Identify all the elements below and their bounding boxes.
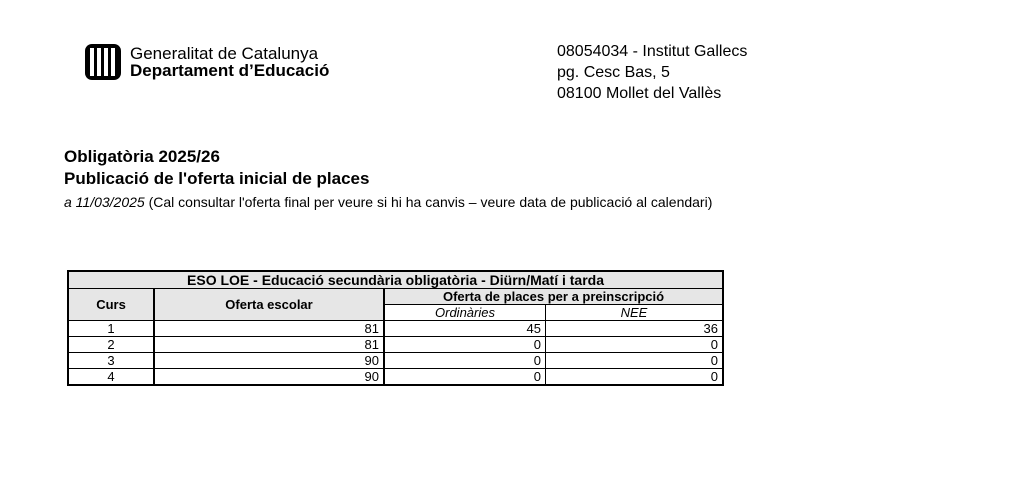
cell-nee: 36	[546, 321, 724, 337]
cell-oferta: 90	[154, 369, 384, 386]
cell-ordinaries: 0	[384, 369, 546, 386]
places-table	[67, 270, 724, 386]
school-address	[557, 41, 747, 104]
publication-note	[64, 191, 712, 213]
cell-ordinaries: 45	[384, 321, 546, 337]
document-heading	[64, 146, 712, 213]
cell-ordinaries: 0	[384, 337, 546, 353]
header-ordinaries: Ordinàries	[384, 305, 546, 321]
table-title: ESO LOE - Educació secundària obligatòria - Diürn/Matí i tarda	[68, 271, 723, 289]
table-row	[68, 321, 723, 337]
cell-nee: 0	[546, 337, 724, 353]
cell-nee: 0	[546, 369, 724, 386]
street-address: pg. Cesc Bas, 5	[557, 64, 670, 81]
document-title: Obligatòria 2025/26	[64, 147, 220, 166]
school-name: 08054034 - Institut Gallecs	[557, 43, 748, 60]
publication-note-text: (Cal consultar l'oferta final per veure si hi ha canvis – veure data de publicació al calendari)	[148, 194, 713, 210]
header-curs: Curs	[68, 289, 154, 321]
cell-oferta: 81	[154, 337, 384, 353]
publication-date: a 11/03/2025	[64, 194, 145, 210]
cell-curs: 3	[68, 353, 154, 369]
header-preinscripcio-group: Oferta de places per a preinscripció	[384, 289, 723, 305]
cell-curs: 2	[68, 337, 154, 353]
generalitat-bars-logo-icon	[84, 43, 122, 81]
org-logo	[84, 43, 329, 81]
cell-curs: 1	[68, 321, 154, 337]
department-name: Departament d’Educació	[130, 61, 330, 80]
cell-oferta: 81	[154, 321, 384, 337]
cell-ordinaries: 0	[384, 353, 546, 369]
table-row	[68, 337, 723, 353]
table-row	[68, 353, 723, 369]
cell-nee: 0	[546, 353, 724, 369]
table-row	[68, 369, 723, 386]
city-address: 08100 Mollet del Vallès	[557, 85, 722, 102]
header-oferta-escolar: Oferta escolar	[154, 289, 384, 321]
header-nee: NEE	[546, 305, 724, 321]
cell-oferta: 90	[154, 353, 384, 369]
cell-curs: 4	[68, 369, 154, 386]
document-subtitle: Publicació de l'oferta inicial de places	[64, 169, 370, 188]
org-name: Generalitat de Catalunya	[130, 44, 319, 63]
